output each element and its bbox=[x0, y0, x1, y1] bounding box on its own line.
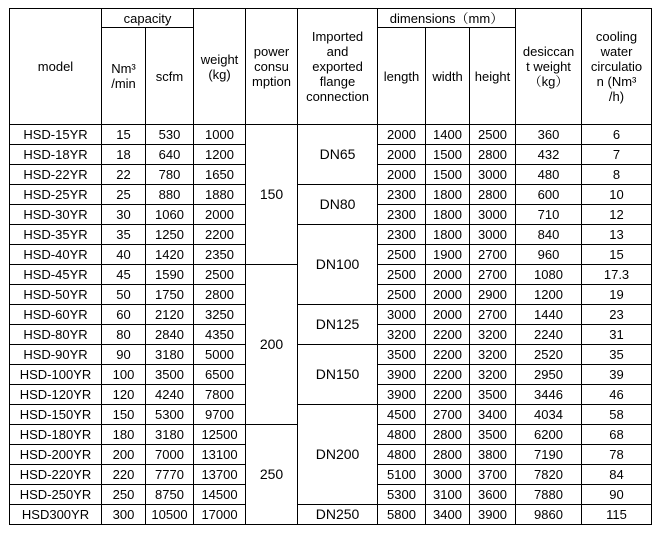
cell-width: 3100 bbox=[426, 485, 470, 505]
cell-height: 2900 bbox=[470, 285, 516, 305]
cell-model: HSD-18YR bbox=[10, 145, 102, 165]
cell-weight: 5000 bbox=[194, 345, 246, 365]
cell-cooling: 8 bbox=[582, 165, 652, 185]
cell-width: 1800 bbox=[426, 225, 470, 245]
table-row bbox=[10, 505, 652, 525]
cell-model: HSD-150YR bbox=[10, 405, 102, 425]
cell-length: 4500 bbox=[378, 405, 426, 425]
cell-nm3: 40 bbox=[102, 245, 146, 265]
header-length: length bbox=[378, 28, 426, 125]
cell-weight: 13100 bbox=[194, 445, 246, 465]
cell-height: 2700 bbox=[470, 245, 516, 265]
table-row bbox=[10, 185, 652, 205]
cell-length: 2500 bbox=[378, 265, 426, 285]
cell-power: 200 bbox=[246, 265, 298, 425]
cell-scfm: 1250 bbox=[146, 225, 194, 245]
cell-cooling: 6 bbox=[582, 125, 652, 145]
cell-scfm: 1420 bbox=[146, 245, 194, 265]
cell-model: HSD-40YR bbox=[10, 245, 102, 265]
cell-length: 2300 bbox=[378, 185, 426, 205]
cell-cooling: 15 bbox=[582, 245, 652, 265]
table-row bbox=[10, 345, 652, 365]
cell-scfm: 1590 bbox=[146, 265, 194, 285]
cell-scfm: 4240 bbox=[146, 385, 194, 405]
cell-weight: 1650 bbox=[194, 165, 246, 185]
cell-cooling: 13 bbox=[582, 225, 652, 245]
cell-width: 2200 bbox=[426, 345, 470, 365]
cell-cooling: 78 bbox=[582, 445, 652, 465]
cell-nm3: 50 bbox=[102, 285, 146, 305]
cell-length: 4800 bbox=[378, 425, 426, 445]
cell-model: HSD-220YR bbox=[10, 465, 102, 485]
cell-desiccant: 2520 bbox=[516, 345, 582, 365]
cell-scfm: 880 bbox=[146, 185, 194, 205]
cell-cooling: 115 bbox=[582, 505, 652, 525]
cell-flange: DN65 bbox=[298, 125, 378, 185]
cell-nm3: 100 bbox=[102, 365, 146, 385]
cell-model: HSD-22YR bbox=[10, 165, 102, 185]
cell-weight: 1200 bbox=[194, 145, 246, 165]
cell-length: 2500 bbox=[378, 285, 426, 305]
cell-width: 2200 bbox=[426, 325, 470, 345]
cell-length: 2300 bbox=[378, 225, 426, 245]
cell-desiccant: 960 bbox=[516, 245, 582, 265]
cell-height: 3800 bbox=[470, 445, 516, 465]
cell-desiccant: 2240 bbox=[516, 325, 582, 345]
cell-length: 3500 bbox=[378, 345, 426, 365]
cell-width: 3400 bbox=[426, 505, 470, 525]
cell-desiccant: 1080 bbox=[516, 265, 582, 285]
cell-length: 2000 bbox=[378, 125, 426, 145]
cell-height: 3900 bbox=[470, 505, 516, 525]
header-width: width bbox=[426, 28, 470, 125]
table-row bbox=[10, 125, 652, 145]
cell-nm3: 22 bbox=[102, 165, 146, 185]
cell-nm3: 200 bbox=[102, 445, 146, 465]
cell-scfm: 3180 bbox=[146, 425, 194, 445]
cell-cooling: 17.3 bbox=[582, 265, 652, 285]
cell-desiccant: 1440 bbox=[516, 305, 582, 325]
cell-width: 2200 bbox=[426, 385, 470, 405]
cell-model: HSD-120YR bbox=[10, 385, 102, 405]
cell-weight: 2800 bbox=[194, 285, 246, 305]
cell-desiccant: 7880 bbox=[516, 485, 582, 505]
cell-desiccant: 710 bbox=[516, 205, 582, 225]
cell-width: 2000 bbox=[426, 285, 470, 305]
header-nm3: Nm³ /min bbox=[102, 28, 146, 125]
cell-cooling: 31 bbox=[582, 325, 652, 345]
cell-scfm: 8750 bbox=[146, 485, 194, 505]
cell-scfm: 7000 bbox=[146, 445, 194, 465]
spec-table-container bbox=[9, 8, 652, 525]
cell-length: 3900 bbox=[378, 365, 426, 385]
cell-width: 3000 bbox=[426, 465, 470, 485]
cell-weight: 4350 bbox=[194, 325, 246, 345]
cell-model: HSD-90YR bbox=[10, 345, 102, 365]
table-row bbox=[10, 405, 652, 425]
cell-nm3: 120 bbox=[102, 385, 146, 405]
cell-model: HSD-25YR bbox=[10, 185, 102, 205]
header-desiccant: desiccan t weight （kg） bbox=[516, 9, 582, 125]
cell-length: 3900 bbox=[378, 385, 426, 405]
cell-width: 2000 bbox=[426, 265, 470, 285]
cell-power: 250 bbox=[246, 425, 298, 525]
cell-width: 1500 bbox=[426, 145, 470, 165]
cell-height: 3200 bbox=[470, 345, 516, 365]
cell-length: 3000 bbox=[378, 305, 426, 325]
cell-model: HSD-30YR bbox=[10, 205, 102, 225]
cell-width: 2800 bbox=[426, 425, 470, 445]
cell-scfm: 2840 bbox=[146, 325, 194, 345]
cell-model: HSD-200YR bbox=[10, 445, 102, 465]
header-height: height bbox=[470, 28, 516, 125]
table-row bbox=[10, 305, 652, 325]
cell-cooling: 68 bbox=[582, 425, 652, 445]
cell-cooling: 46 bbox=[582, 385, 652, 405]
table-row bbox=[10, 225, 652, 245]
cell-flange: DN125 bbox=[298, 305, 378, 345]
cell-length: 2000 bbox=[378, 145, 426, 165]
cell-nm3: 25 bbox=[102, 185, 146, 205]
cell-desiccant: 840 bbox=[516, 225, 582, 245]
cell-height: 3200 bbox=[470, 325, 516, 345]
cell-height: 3000 bbox=[470, 225, 516, 245]
cell-flange: DN100 bbox=[298, 225, 378, 305]
cell-desiccant: 4034 bbox=[516, 405, 582, 425]
cell-length: 5100 bbox=[378, 465, 426, 485]
cell-scfm: 7770 bbox=[146, 465, 194, 485]
cell-nm3: 60 bbox=[102, 305, 146, 325]
cell-power: 150 bbox=[246, 125, 298, 265]
cell-desiccant: 600 bbox=[516, 185, 582, 205]
cell-nm3: 30 bbox=[102, 205, 146, 225]
cell-flange: DN200 bbox=[298, 405, 378, 505]
cell-nm3: 180 bbox=[102, 425, 146, 445]
cell-desiccant: 9860 bbox=[516, 505, 582, 525]
header-dimensions: dimensions（mm） bbox=[378, 9, 516, 28]
spec-table bbox=[9, 8, 652, 525]
cell-height: 3600 bbox=[470, 485, 516, 505]
cell-scfm: 530 bbox=[146, 125, 194, 145]
table-body bbox=[10, 125, 652, 525]
cell-nm3: 35 bbox=[102, 225, 146, 245]
cell-model: HSD300YR bbox=[10, 505, 102, 525]
header-power: power consu mption bbox=[246, 9, 298, 125]
cell-weight: 2000 bbox=[194, 205, 246, 225]
cell-nm3: 250 bbox=[102, 485, 146, 505]
cell-desiccant: 7190 bbox=[516, 445, 582, 465]
cell-scfm: 5300 bbox=[146, 405, 194, 425]
cell-width: 1500 bbox=[426, 165, 470, 185]
cell-nm3: 90 bbox=[102, 345, 146, 365]
cell-desiccant: 6200 bbox=[516, 425, 582, 445]
cell-scfm: 780 bbox=[146, 165, 194, 185]
cell-cooling: 84 bbox=[582, 465, 652, 485]
cell-cooling: 12 bbox=[582, 205, 652, 225]
cell-flange: DN150 bbox=[298, 345, 378, 405]
cell-nm3: 220 bbox=[102, 465, 146, 485]
cell-weight: 1880 bbox=[194, 185, 246, 205]
cell-width: 2700 bbox=[426, 405, 470, 425]
cell-weight: 13700 bbox=[194, 465, 246, 485]
cell-length: 5300 bbox=[378, 485, 426, 505]
cell-width: 1400 bbox=[426, 125, 470, 145]
cell-weight: 6500 bbox=[194, 365, 246, 385]
cell-length: 2300 bbox=[378, 205, 426, 225]
cell-cooling: 90 bbox=[582, 485, 652, 505]
cell-width: 1800 bbox=[426, 185, 470, 205]
cell-nm3: 18 bbox=[102, 145, 146, 165]
cell-desiccant: 3446 bbox=[516, 385, 582, 405]
cell-weight: 2200 bbox=[194, 225, 246, 245]
cell-height: 3700 bbox=[470, 465, 516, 485]
cell-desiccant: 432 bbox=[516, 145, 582, 165]
cell-model: HSD-100YR bbox=[10, 365, 102, 385]
cell-model: HSD-35YR bbox=[10, 225, 102, 245]
cell-nm3: 150 bbox=[102, 405, 146, 425]
cell-width: 2200 bbox=[426, 365, 470, 385]
cell-width: 2000 bbox=[426, 305, 470, 325]
header-weight: weight (kg) bbox=[194, 9, 246, 125]
cell-cooling: 58 bbox=[582, 405, 652, 425]
cell-scfm: 2120 bbox=[146, 305, 194, 325]
cell-scfm: 3180 bbox=[146, 345, 194, 365]
cell-length: 4800 bbox=[378, 445, 426, 465]
cell-height: 3200 bbox=[470, 365, 516, 385]
cell-nm3: 300 bbox=[102, 505, 146, 525]
cell-height: 2700 bbox=[470, 265, 516, 285]
cell-model: HSD-50YR bbox=[10, 285, 102, 305]
cell-scfm: 1750 bbox=[146, 285, 194, 305]
header-scfm: scfm bbox=[146, 28, 194, 125]
cell-length: 2000 bbox=[378, 165, 426, 185]
cell-flange: DN250 bbox=[298, 505, 378, 525]
cell-scfm: 640 bbox=[146, 145, 194, 165]
cell-width: 1800 bbox=[426, 205, 470, 225]
cell-nm3: 15 bbox=[102, 125, 146, 145]
cell-desiccant: 2950 bbox=[516, 365, 582, 385]
cell-model: HSD-45YR bbox=[10, 265, 102, 285]
cell-cooling: 19 bbox=[582, 285, 652, 305]
cell-weight: 2500 bbox=[194, 265, 246, 285]
header-model: model bbox=[10, 9, 102, 125]
cell-height: 3500 bbox=[470, 385, 516, 405]
cell-desiccant: 360 bbox=[516, 125, 582, 145]
cell-scfm: 3500 bbox=[146, 365, 194, 385]
cell-weight: 17000 bbox=[194, 505, 246, 525]
cell-model: HSD-180YR bbox=[10, 425, 102, 445]
cell-scfm: 1060 bbox=[146, 205, 194, 225]
header-row-1 bbox=[10, 9, 652, 28]
header-flange: Imported and exported flange connection bbox=[298, 9, 378, 125]
cell-cooling: 23 bbox=[582, 305, 652, 325]
cell-model: HSD-15YR bbox=[10, 125, 102, 145]
cell-width: 2800 bbox=[426, 445, 470, 465]
cell-model: HSD-250YR bbox=[10, 485, 102, 505]
cell-model: HSD-60YR bbox=[10, 305, 102, 325]
cell-model: HSD-80YR bbox=[10, 325, 102, 345]
cell-weight: 14500 bbox=[194, 485, 246, 505]
cell-height: 3500 bbox=[470, 425, 516, 445]
cell-desiccant: 480 bbox=[516, 165, 582, 185]
cell-height: 2700 bbox=[470, 305, 516, 325]
cell-length: 3200 bbox=[378, 325, 426, 345]
cell-desiccant: 1200 bbox=[516, 285, 582, 305]
cell-height: 3000 bbox=[470, 205, 516, 225]
header-cooling: cooling water circulatio n (Nm³ /h) bbox=[582, 9, 652, 125]
header-capacity: capacity bbox=[102, 9, 194, 28]
cell-length: 5800 bbox=[378, 505, 426, 525]
cell-height: 2800 bbox=[470, 185, 516, 205]
cell-width: 1900 bbox=[426, 245, 470, 265]
cell-flange: DN80 bbox=[298, 185, 378, 225]
cell-length: 2500 bbox=[378, 245, 426, 265]
cell-weight: 7800 bbox=[194, 385, 246, 405]
cell-weight: 3250 bbox=[194, 305, 246, 325]
cell-nm3: 80 bbox=[102, 325, 146, 345]
cell-nm3: 45 bbox=[102, 265, 146, 285]
cell-scfm: 10500 bbox=[146, 505, 194, 525]
cell-weight: 1000 bbox=[194, 125, 246, 145]
cell-cooling: 7 bbox=[582, 145, 652, 165]
cell-height: 2800 bbox=[470, 145, 516, 165]
cell-desiccant: 7820 bbox=[516, 465, 582, 485]
cell-weight: 12500 bbox=[194, 425, 246, 445]
cell-weight: 9700 bbox=[194, 405, 246, 425]
cell-height: 3000 bbox=[470, 165, 516, 185]
cell-height: 3400 bbox=[470, 405, 516, 425]
cell-cooling: 10 bbox=[582, 185, 652, 205]
cell-cooling: 35 bbox=[582, 345, 652, 365]
cell-cooling: 39 bbox=[582, 365, 652, 385]
cell-height: 2500 bbox=[470, 125, 516, 145]
cell-weight: 2350 bbox=[194, 245, 246, 265]
